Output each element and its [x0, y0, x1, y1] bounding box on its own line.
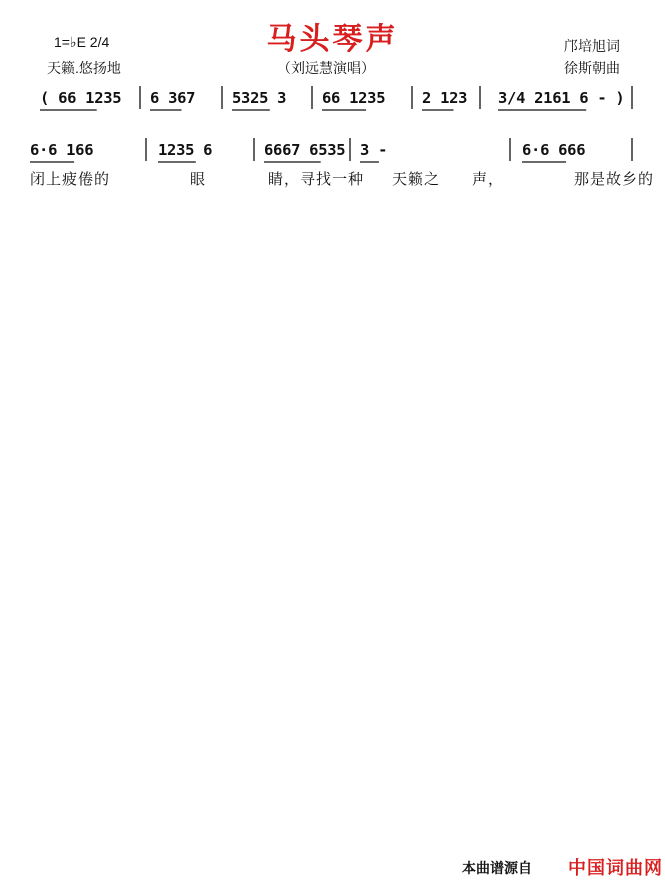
footer-source-label: 本曲谱源自 — [462, 860, 532, 876]
lyric-phrase: 闭上疲倦的 — [30, 171, 111, 188]
tempo-style: 天籁.悠扬地 — [47, 60, 121, 76]
measure-notes: 6 367 — [150, 89, 196, 107]
notes-row — [0, 88, 665, 110]
measure-notes: 3 - — [360, 141, 388, 159]
measure-notes: 3/4 2161 6 - ) — [498, 89, 625, 107]
measure-notes: 1235 6 — [158, 141, 213, 159]
lyric-phrase: 眼 — [190, 171, 207, 188]
song-title: 马头琴声 — [266, 22, 399, 57]
measure-notes: 5325 3 — [232, 89, 287, 107]
measure-notes: ( 66 1235 — [40, 89, 122, 107]
measure-notes: 6667 6535 — [264, 141, 346, 159]
measure-notes: 6·6 166 — [30, 141, 94, 159]
measure-notes: 6·6 666 — [522, 141, 586, 159]
lyric-phrase: 那是故乡的 — [574, 171, 655, 188]
lyric-phrase: 睛，寻找一种 — [268, 171, 365, 188]
lyricist-credit: 邝培旭词 — [564, 38, 620, 54]
footer-site-name: 中国词曲网 — [568, 858, 663, 878]
lyrics-row — [0, 168, 665, 188]
lyrics-row — [0, 116, 665, 136]
composer-credit: 徐斯朝曲 — [564, 60, 620, 76]
lyric-phrase: 声， — [472, 171, 505, 188]
measure-notes: 2 123 — [422, 89, 468, 107]
notes-row — [0, 140, 665, 162]
key-signature: 1=♭E 2/4 — [54, 34, 110, 50]
measure-notes: 66 1235 — [322, 89, 386, 107]
lyric-phrase: 天籁之 — [392, 171, 441, 188]
singer-credit: （刘远慧演唱） — [277, 60, 375, 76]
